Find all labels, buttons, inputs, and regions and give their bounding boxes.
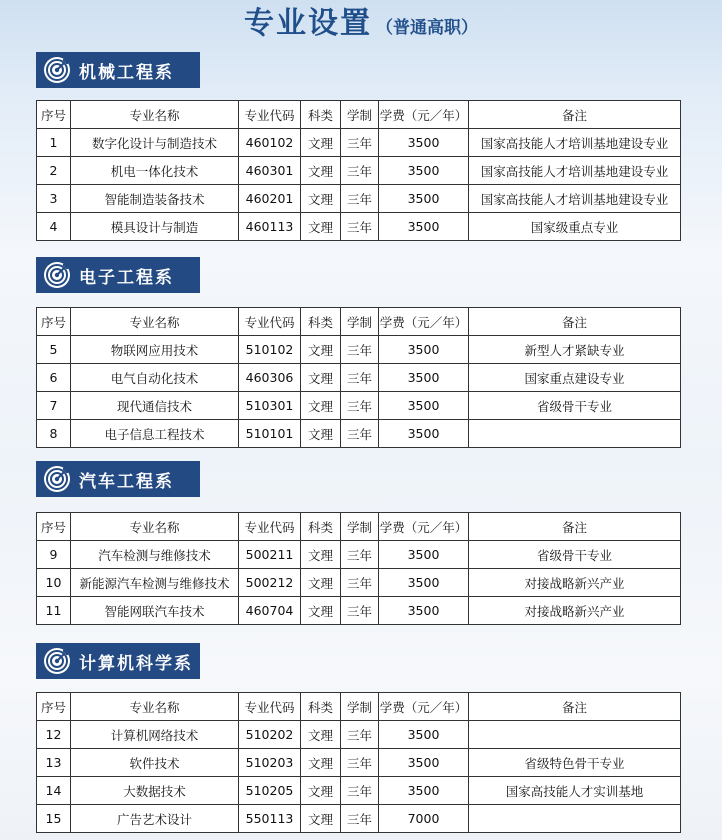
duration-cell: 三年 [341,336,379,364]
category-cell: 文理 [301,185,341,213]
department-name: 汽车工程系 [79,471,174,492]
duration-cell: 三年 [341,805,379,833]
major-name-cell: 汽车检测与维修技术 [71,541,239,569]
remarks-cell [469,420,681,448]
column-header-category: 科类 [301,308,341,336]
major-table [36,512,681,625]
major-name-cell: 广告艺术设计 [71,805,239,833]
index-cell: 4 [37,213,71,241]
duration-cell: 三年 [341,749,379,777]
major-code-cell: 460201 [239,185,301,213]
major-name-cell: 机电一体化技术 [71,157,239,185]
tuition-cell: 3500 [379,392,469,420]
department-name: 计算机科学系 [79,653,193,674]
tuition-cell: 3500 [379,541,469,569]
major-name-cell: 电子信息工程技术 [71,420,239,448]
column-header-major-code: 专业代码 [239,693,301,721]
index-cell: 1 [37,129,71,157]
table-row [37,213,681,241]
major-code-cell: 510205 [239,777,301,805]
duration-cell: 三年 [341,157,379,185]
index-cell: 9 [37,541,71,569]
major-table [36,307,681,448]
column-header-major-name: 专业名称 [71,693,239,721]
table-header-row [37,101,681,129]
major-name-cell: 计算机网络技术 [71,721,239,749]
duration-cell: 三年 [341,721,379,749]
column-header-remarks: 备注 [469,101,681,129]
category-cell: 文理 [301,569,341,597]
column-header-duration: 学制 [341,308,379,336]
table-row [37,420,681,448]
column-header-major-name: 专业名称 [71,308,239,336]
column-header-major-code: 专业代码 [239,308,301,336]
table-row [37,336,681,364]
target-icon [43,56,71,84]
tuition-cell: 3500 [379,420,469,448]
column-header-tuition: 学费（元／年） [379,693,469,721]
major-name-cell: 物联网应用技术 [71,336,239,364]
department-header [36,461,200,497]
major-name-cell: 数字化设计与制造技术 [71,129,239,157]
major-name-cell: 电气自动化技术 [71,364,239,392]
column-header-tuition: 学费（元／年） [379,513,469,541]
tuition-cell: 3500 [379,749,469,777]
department-header [36,52,200,88]
index-cell: 15 [37,805,71,833]
major-name-cell: 软件技术 [71,749,239,777]
remarks-cell: 国家级重点专业 [469,213,681,241]
column-header-tuition: 学费（元／年） [379,101,469,129]
category-cell: 文理 [301,805,341,833]
index-cell: 13 [37,749,71,777]
remarks-cell [469,805,681,833]
tuition-cell: 3500 [379,157,469,185]
column-header-index: 序号 [37,308,71,336]
category-cell: 文理 [301,129,341,157]
major-code-cell: 500211 [239,541,301,569]
column-header-major-name: 专业名称 [71,101,239,129]
table-row [37,805,681,833]
major-name-cell: 模具设计与制造 [71,213,239,241]
tuition-cell: 3500 [379,185,469,213]
table-row [37,749,681,777]
remarks-cell: 国家高技能人才培训基地建设专业 [469,129,681,157]
table-row [37,721,681,749]
department-name: 电子工程系 [79,267,174,288]
department-header [36,257,200,293]
column-header-category: 科类 [301,693,341,721]
major-code-cell: 460704 [239,597,301,625]
duration-cell: 三年 [341,569,379,597]
column-header-category: 科类 [301,101,341,129]
tuition-cell: 3500 [379,213,469,241]
duration-cell: 三年 [341,364,379,392]
category-cell: 文理 [301,597,341,625]
remarks-cell: 国家重点建设专业 [469,364,681,392]
major-table [36,692,681,833]
index-cell: 11 [37,597,71,625]
column-header-duration: 学制 [341,101,379,129]
page-title [0,2,722,46]
title-subtitle: （普通高职） [376,18,478,38]
remarks-cell: 国家高技能人才培训基地建设专业 [469,157,681,185]
table-header-row [37,513,681,541]
column-header-remarks: 备注 [469,513,681,541]
tuition-cell: 3500 [379,364,469,392]
major-name-cell: 大数据技术 [71,777,239,805]
remarks-cell: 国家高技能人才实训基地 [469,777,681,805]
remarks-cell: 对接战略新兴产业 [469,569,681,597]
category-cell: 文理 [301,157,341,185]
column-header-duration: 学制 [341,693,379,721]
index-cell: 6 [37,364,71,392]
table-header-row [37,693,681,721]
column-header-tuition: 学费（元／年） [379,308,469,336]
table-row [37,129,681,157]
column-header-duration: 学制 [341,513,379,541]
duration-cell: 三年 [341,597,379,625]
tuition-cell: 3500 [379,129,469,157]
duration-cell: 三年 [341,213,379,241]
index-cell: 12 [37,721,71,749]
category-cell: 文理 [301,213,341,241]
column-header-index: 序号 [37,513,71,541]
target-icon [43,647,71,675]
target-icon [43,465,71,493]
index-cell: 5 [37,336,71,364]
department-name: 机械工程系 [79,62,174,83]
major-code-cell: 510301 [239,392,301,420]
tuition-cell: 3500 [379,597,469,625]
title-main: 专业设置 [244,6,372,41]
column-header-remarks: 备注 [469,693,681,721]
major-name-cell: 现代通信技术 [71,392,239,420]
column-header-major-code: 专业代码 [239,101,301,129]
major-code-cell: 460102 [239,129,301,157]
major-code-cell: 460301 [239,157,301,185]
index-cell: 8 [37,420,71,448]
table-row [37,364,681,392]
remarks-cell [469,721,681,749]
index-cell: 14 [37,777,71,805]
major-code-cell: 510101 [239,420,301,448]
remarks-cell: 对接战略新兴产业 [469,597,681,625]
category-cell: 文理 [301,392,341,420]
column-header-category: 科类 [301,513,341,541]
category-cell: 文理 [301,364,341,392]
table-row [37,569,681,597]
category-cell: 文理 [301,336,341,364]
table-header-row [37,308,681,336]
category-cell: 文理 [301,721,341,749]
remarks-cell: 省级骨干专业 [469,541,681,569]
category-cell: 文理 [301,777,341,805]
remarks-cell: 国家高技能人才培训基地建设专业 [469,185,681,213]
major-table [36,100,681,241]
table-row [37,392,681,420]
table-row [37,541,681,569]
department-header [36,643,200,679]
major-code-cell: 510203 [239,749,301,777]
tuition-cell: 7000 [379,805,469,833]
major-code-cell: 460306 [239,364,301,392]
index-cell: 10 [37,569,71,597]
column-header-index: 序号 [37,693,71,721]
remarks-cell: 省级骨干专业 [469,392,681,420]
major-name-cell: 新能源汽车检测与维修技术 [71,569,239,597]
remarks-cell: 省级特色骨干专业 [469,749,681,777]
table-row [37,185,681,213]
major-name-cell: 智能制造装备技术 [71,185,239,213]
table-row [37,777,681,805]
target-icon [43,261,71,289]
major-code-cell: 550113 [239,805,301,833]
duration-cell: 三年 [341,777,379,805]
table-row [37,157,681,185]
table-row [37,597,681,625]
index-cell: 2 [37,157,71,185]
column-header-major-name: 专业名称 [71,513,239,541]
tuition-cell: 3500 [379,721,469,749]
column-header-major-code: 专业代码 [239,513,301,541]
duration-cell: 三年 [341,392,379,420]
tuition-cell: 3500 [379,777,469,805]
column-header-remarks: 备注 [469,308,681,336]
index-cell: 7 [37,392,71,420]
major-code-cell: 510202 [239,721,301,749]
column-header-index: 序号 [37,101,71,129]
duration-cell: 三年 [341,420,379,448]
major-code-cell: 500212 [239,569,301,597]
category-cell: 文理 [301,749,341,777]
duration-cell: 三年 [341,541,379,569]
major-code-cell: 460113 [239,213,301,241]
major-code-cell: 510102 [239,336,301,364]
major-name-cell: 智能网联汽车技术 [71,597,239,625]
category-cell: 文理 [301,541,341,569]
category-cell: 文理 [301,420,341,448]
remarks-cell: 新型人才紧缺专业 [469,336,681,364]
index-cell: 3 [37,185,71,213]
tuition-cell: 3500 [379,336,469,364]
duration-cell: 三年 [341,185,379,213]
duration-cell: 三年 [341,129,379,157]
tuition-cell: 3500 [379,569,469,597]
